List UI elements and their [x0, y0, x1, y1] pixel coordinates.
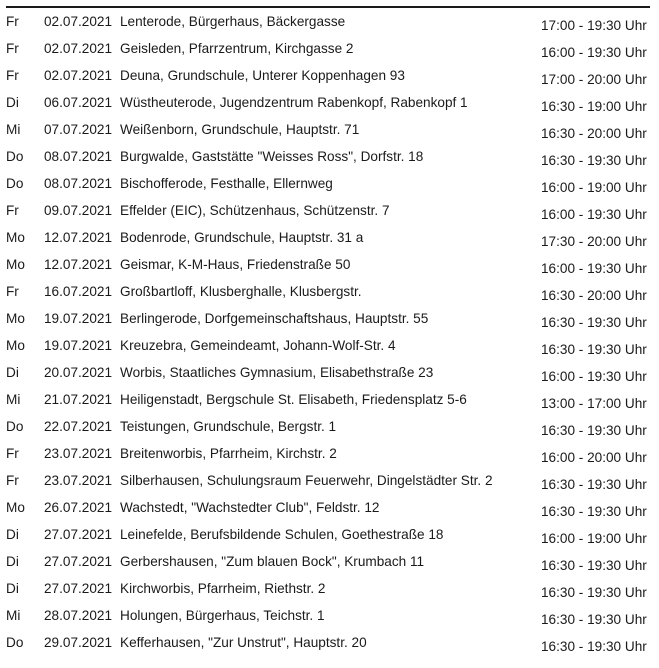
location: Weißenborn, Grundschule, Hauptstr. 71 — [120, 122, 360, 137]
time-range: 16:00 - 19:30 Uhr — [541, 45, 647, 60]
list-item — [0, 303, 659, 330]
list-item — [0, 141, 659, 168]
date: 21.07.2021 — [44, 392, 113, 407]
weekday: Mo — [6, 311, 25, 326]
date: 22.07.2021 — [44, 419, 113, 434]
time-range: 16:30 - 19:30 Uhr — [541, 585, 647, 600]
location: Wachstedt, "Wachstedter Club", Feldstr. 12 — [120, 500, 380, 515]
location: Kirchworbis, Pfarrheim, Riethstr. 2 — [120, 581, 326, 596]
weekday: Di — [6, 527, 19, 542]
date: 09.07.2021 — [44, 203, 113, 218]
list-item — [0, 411, 659, 438]
weekday: Mo — [6, 500, 25, 515]
list-item — [0, 276, 659, 303]
weekday: Di — [6, 581, 19, 596]
list-item — [0, 573, 659, 600]
time-range: 16:30 - 19:30 Uhr — [541, 477, 647, 492]
list-item — [0, 330, 659, 357]
date: 19.07.2021 — [44, 338, 113, 353]
time-range: 13:00 - 17:00 Uhr — [541, 396, 647, 411]
weekday: Mi — [6, 608, 21, 623]
time-range: 16:30 - 19:30 Uhr — [541, 612, 647, 627]
time-range: 17:00 - 19:30 Uhr — [541, 18, 647, 33]
weekday: Di — [6, 95, 19, 110]
date: 23.07.2021 — [44, 473, 113, 488]
weekday: Fr — [6, 203, 19, 218]
date: 12.07.2021 — [44, 230, 113, 245]
list-item — [0, 438, 659, 465]
time-range: 16:30 - 19:30 Uhr — [541, 423, 647, 438]
location: Worbis, Staatliches Gymnasium, Elisabethstraße 23 — [120, 365, 434, 380]
time-range: 16:00 - 19:30 Uhr — [541, 369, 647, 384]
weekday: Fr — [6, 68, 19, 83]
date: 23.07.2021 — [44, 446, 113, 461]
weekday: Do — [6, 176, 24, 191]
location: Wüstheuterode, Jugendzentrum Rabenkopf, Rabenkopf 1 — [120, 95, 468, 110]
weekday: Di — [6, 554, 19, 569]
time-range: 16:30 - 19:00 Uhr — [541, 99, 647, 114]
list-item — [0, 114, 659, 141]
time-range: 16:00 - 19:00 Uhr — [541, 531, 647, 546]
time-range: 17:00 - 20:00 Uhr — [541, 72, 647, 87]
location: Silberhausen, Schulungsraum Feuerwehr, Dingelstädter Str. 2 — [120, 473, 493, 488]
time-range: 16:00 - 19:30 Uhr — [541, 261, 647, 276]
date: 16.07.2021 — [44, 284, 113, 299]
date: 20.07.2021 — [44, 365, 113, 380]
list-item — [0, 33, 659, 60]
list-item — [0, 492, 659, 519]
weekday: Fr — [6, 41, 19, 56]
location: Burgwalde, Gaststätte "Weisses Ross", Dorfstr. 18 — [120, 149, 424, 164]
date: 27.07.2021 — [44, 554, 113, 569]
date: 08.07.2021 — [44, 149, 113, 164]
location: Teistungen, Grundschule, Bergstr. 1 — [120, 419, 337, 434]
location: Kefferhausen, "Zur Unstrut", Hauptstr. 20 — [120, 635, 367, 650]
date: 26.07.2021 — [44, 500, 113, 515]
location: Leinefelde, Berufsbildende Schulen, Goethestraße 18 — [120, 527, 444, 542]
weekday: Fr — [6, 473, 19, 488]
date: 07.07.2021 — [44, 122, 113, 137]
weekday: Mi — [6, 392, 21, 407]
weekday: Do — [6, 419, 24, 434]
date: 28.07.2021 — [44, 608, 113, 623]
location: Holungen, Bürgerhaus, Teichstr. 1 — [120, 608, 325, 623]
location: Großbartloff, Klusberghalle, Klusbergstr. — [120, 284, 362, 299]
location: Geismar, K-M-Haus, Friedenstraße 50 — [120, 257, 351, 272]
time-range: 17:30 - 20:00 Uhr — [541, 234, 647, 249]
time-range: 16:30 - 19:30 Uhr — [541, 315, 647, 330]
time-range: 16:00 - 19:30 Uhr — [541, 207, 647, 222]
time-range: 16:00 - 19:00 Uhr — [541, 180, 647, 195]
list-item — [0, 357, 659, 384]
time-range: 16:00 - 20:00 Uhr — [541, 450, 647, 465]
date: 19.07.2021 — [44, 311, 113, 326]
weekday: Fr — [6, 446, 19, 461]
location: Kreuzebra, Gemeindeamt, Johann-Wolf-Str. 4 — [120, 338, 396, 353]
date: 12.07.2021 — [44, 257, 113, 272]
list-item — [0, 546, 659, 573]
list-item — [0, 627, 659, 654]
list-item — [0, 519, 659, 546]
date: 27.07.2021 — [44, 581, 113, 596]
date: 06.07.2021 — [44, 95, 113, 110]
weekday: Do — [6, 635, 24, 650]
location: Geisleden, Pfarrzentrum, Kirchgasse 2 — [120, 41, 354, 56]
weekday: Fr — [6, 14, 19, 29]
list-item — [0, 195, 659, 222]
date: 27.07.2021 — [44, 527, 113, 542]
weekday: Mo — [6, 230, 25, 245]
location: Deuna, Grundschule, Unterer Koppenhagen 93 — [120, 68, 405, 83]
time-range: 16:30 - 19:30 Uhr — [541, 504, 647, 519]
location: Berlingerode, Dorfgemeinschaftshaus, Hauptstr. 55 — [120, 311, 429, 326]
time-range: 16:30 - 19:30 Uhr — [541, 639, 647, 654]
location: Breitenworbis, Pfarrheim, Kirchstr. 2 — [120, 446, 337, 461]
list-item — [0, 168, 659, 195]
list-item — [0, 87, 659, 114]
weekday: Mi — [6, 122, 21, 137]
date: 02.07.2021 — [44, 41, 113, 56]
location: Heiligenstadt, Bergschule St. Elisabeth, Friedensplatz 5-6 — [120, 392, 467, 407]
time-range: 16:30 - 20:00 Uhr — [541, 126, 647, 141]
date: 02.07.2021 — [44, 14, 113, 29]
weekday: Di — [6, 365, 19, 380]
location: Lenterode, Bürgerhaus, Bäckergasse — [120, 14, 346, 29]
time-range: 16:30 - 19:30 Uhr — [541, 342, 647, 357]
time-range: 16:30 - 20:00 Uhr — [541, 288, 647, 303]
date: 29.07.2021 — [44, 635, 113, 650]
weekday: Mo — [6, 338, 25, 353]
list-item — [0, 222, 659, 249]
weekday: Mo — [6, 257, 25, 272]
time-range: 16:30 - 19:30 Uhr — [541, 153, 647, 168]
location: Bodenrode, Grundschule, Hauptstr. 31 a — [120, 230, 364, 245]
list-item — [0, 249, 659, 276]
list-item — [0, 384, 659, 411]
list-item — [0, 465, 659, 492]
weekday: Do — [6, 149, 24, 164]
list-item — [0, 60, 659, 87]
list-item — [0, 6, 659, 33]
date: 08.07.2021 — [44, 176, 113, 191]
list-item — [0, 600, 659, 627]
weekday: Fr — [6, 284, 19, 299]
time-range: 16:30 - 19:30 Uhr — [541, 558, 647, 573]
location: Gerbershausen, "Zum blauen Bock", Krumbach 11 — [120, 554, 425, 569]
location: Effelder (EIC), Schützenhaus, Schützenstr. 7 — [120, 203, 390, 218]
location: Bischofferode, Festhalle, Ellernweg — [120, 176, 333, 191]
date: 02.07.2021 — [44, 68, 113, 83]
